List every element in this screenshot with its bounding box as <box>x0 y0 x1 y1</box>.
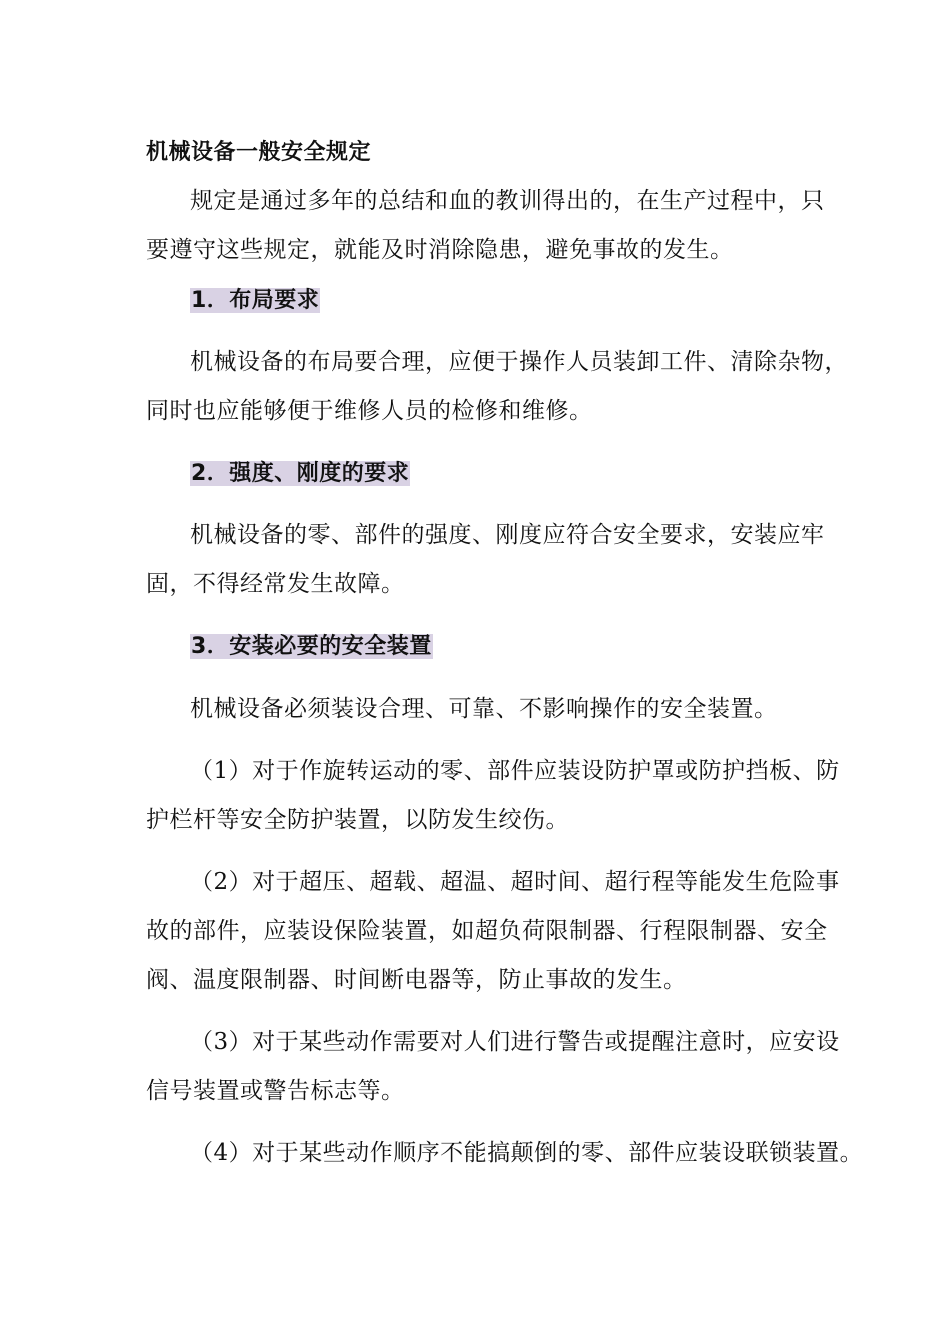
intro-line-2: 要遵守这些规定，就能及时消除隐患，避免事故的发生。 <box>146 237 734 263</box>
item-2-line-1: （2）对于超压、超载、超温、超时间、超行程等能发生危险事 <box>190 869 840 895</box>
item-1-line-2: 护栏杆等安全防护装置，以防发生绞伤。 <box>146 807 569 833</box>
item-4-line-1: （4）对于某些动作顺序不能搞颠倒的零、部件应装设联锁装置。 <box>190 1140 864 1166</box>
section-heading-strength: 2．强度、刚度的要求 <box>191 461 410 486</box>
section-heading-layout: 1．布局要求 <box>191 288 320 313</box>
item-3-line-1: （3）对于某些动作需要对人们进行警告或提醒注意时，应安设 <box>190 1029 840 1055</box>
item-2-line-2: 故的部件，应装设保险装置，如超负荷限制器、行程限制器、安全 <box>146 918 828 944</box>
section-heading-safety-devices: 3．安装必要的安全装置 <box>191 634 432 659</box>
section-3-line-1: 机械设备必须装设合理、可靠、不影响操作的安全装置。 <box>190 696 778 722</box>
section-1-line-1: 机械设备的布局要合理，应便于操作人员装卸工件、清除杂物， <box>190 349 848 375</box>
item-2-line-3: 阀、温度限制器、时间断电器等，防止事故的发生。 <box>146 967 687 993</box>
section-2-line-2: 固，不得经常发生故障。 <box>146 571 405 597</box>
section-1-line-2: 同时也应能够便于维修人员的检修和维修。 <box>146 398 593 424</box>
item-1-line-1: （1）对于作旋转运动的零、部件应装设防护罩或防护挡板、防 <box>190 758 840 784</box>
intro-line-1: 规定是通过多年的总结和血的教训得出的，在生产过程中，只 <box>190 188 825 214</box>
document-title: 机械设备一般安全规定 <box>146 140 372 165</box>
item-3-line-2: 信号装置或警告标志等。 <box>146 1078 405 1104</box>
section-2-line-1: 机械设备的零、部件的强度、刚度应符合安全要求，安装应牢 <box>190 522 825 548</box>
